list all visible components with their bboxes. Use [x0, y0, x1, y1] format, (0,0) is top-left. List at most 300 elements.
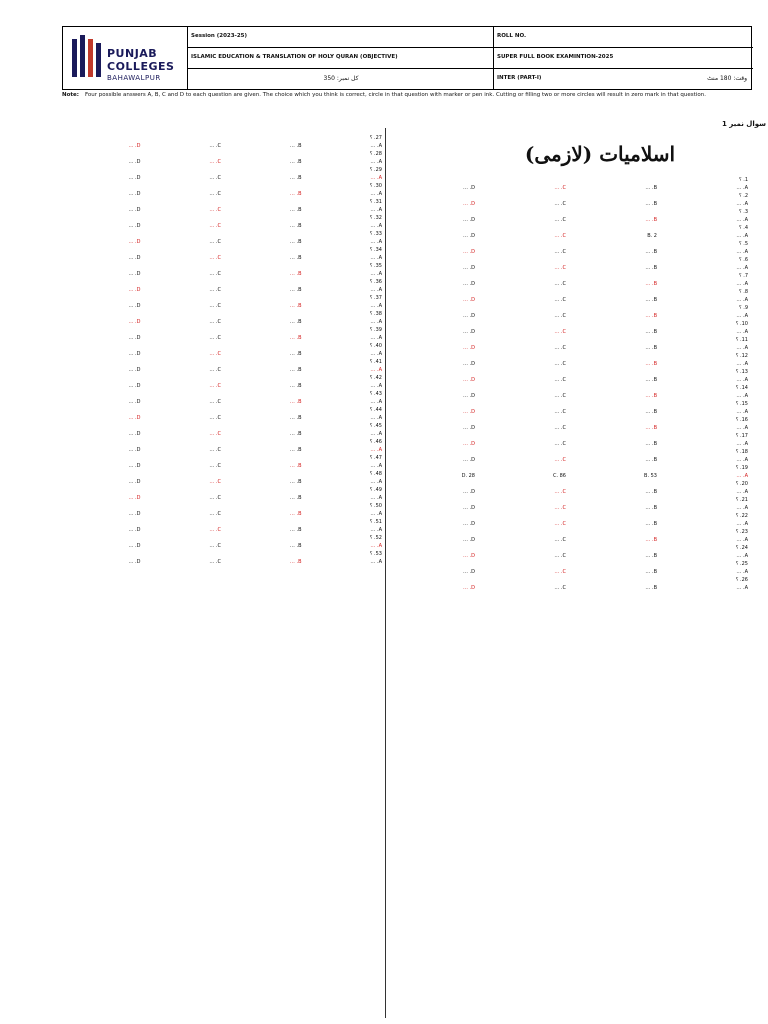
option-a[interactable]: A. …	[736, 297, 748, 303]
option-a[interactable]: A. …	[736, 457, 748, 463]
option-b[interactable]: B. …	[645, 585, 657, 591]
question-text: 12. ؟	[735, 353, 748, 359]
options-row	[384, 408, 748, 416]
option-b[interactable]: B. …	[289, 143, 302, 149]
question-text: 51. ؟	[369, 519, 382, 525]
option-d[interactable]: D. …	[128, 159, 141, 165]
option-c[interactable]: C. …	[209, 479, 221, 485]
option-c[interactable]: C. …	[209, 159, 221, 165]
option-c[interactable]: C. …	[554, 313, 566, 319]
option-c[interactable]: C. …	[209, 351, 221, 357]
option-d[interactable]: D. …	[462, 233, 475, 239]
option-c[interactable]: C. …	[554, 217, 566, 223]
option-b[interactable]: B. …	[645, 201, 657, 207]
option-d[interactable]: D. …	[462, 457, 475, 463]
option-d[interactable]: D. …	[462, 425, 475, 431]
question-text: 19. ؟	[735, 465, 748, 471]
option-a[interactable]: A. …	[736, 409, 748, 415]
options-row	[60, 206, 382, 214]
option-d[interactable]: D. …	[128, 303, 141, 309]
option-b[interactable]: B. …	[645, 505, 657, 511]
option-d[interactable]: D. …	[462, 249, 475, 255]
right-question-column	[452, 134, 748, 592]
option-d[interactable]: D. …	[128, 463, 141, 469]
options-row	[60, 526, 382, 534]
option-a[interactable]: A. …	[370, 399, 382, 405]
option-a[interactable]: A. …	[370, 495, 382, 501]
option-c[interactable]: C. …	[209, 463, 221, 469]
question-text: 21. ؟	[735, 497, 748, 503]
option-a[interactable]: A. …	[736, 185, 748, 191]
option-d[interactable]: D. …	[128, 447, 141, 453]
option-a[interactable]: A. …	[370, 319, 382, 325]
question-text: 26. ؟	[735, 577, 748, 583]
class-cell: INTER (PART-I)	[497, 75, 542, 81]
option-c[interactable]: C. …	[554, 329, 566, 335]
option-d[interactable]: D. …	[462, 537, 475, 543]
option-b[interactable]: B. …	[289, 335, 302, 341]
option-b[interactable]: B. …	[645, 521, 657, 527]
option-b[interactable]: B. …	[645, 185, 657, 191]
note-text: Four possible answers A, B, C and D to each question are given. The choice which you think is correct, circle in that question with marker or pen ink. Cutting or filling two or more circles will result in zero mark in that question.	[84, 92, 706, 98]
option-d[interactable]: D. …	[128, 559, 141, 565]
option-c[interactable]: C. …	[554, 345, 566, 351]
option-d[interactable]: D. …	[128, 175, 141, 181]
options-row	[60, 158, 382, 166]
options-row	[384, 344, 748, 352]
option-b[interactable]: B. …	[289, 351, 302, 357]
options-row	[60, 478, 382, 486]
options-row	[60, 222, 382, 230]
option-a[interactable]: A. …	[736, 217, 748, 223]
option-b[interactable]: B. …	[289, 463, 302, 469]
option-c[interactable]: C. …	[554, 585, 566, 591]
option-b[interactable]: B. …	[289, 415, 302, 421]
question-text: 43. ؟	[369, 391, 382, 397]
option-c[interactable]: C. …	[209, 527, 221, 533]
question-text: 33. ؟	[369, 231, 382, 237]
option-d[interactable]: D. …	[462, 201, 475, 207]
option-b[interactable]: B. …	[645, 537, 657, 543]
option-c[interactable]: C. …	[554, 361, 566, 367]
option-a[interactable]: A. …	[736, 233, 748, 239]
option-d[interactable]: D. …	[462, 553, 475, 559]
options-row	[60, 142, 382, 150]
option-c[interactable]: C. …	[209, 271, 221, 277]
option-a[interactable]: A. …	[736, 201, 748, 207]
option-a[interactable]: A. …	[370, 287, 382, 293]
option-d[interactable]: D. …	[462, 329, 475, 335]
option-b[interactable]: B. …	[289, 383, 302, 389]
options-row	[60, 446, 382, 454]
option-a[interactable]: A. …	[736, 585, 748, 591]
question-text: 41. ؟	[369, 359, 382, 365]
option-d[interactable]: D. …	[462, 505, 475, 511]
option-a[interactable]: A. …	[370, 207, 382, 213]
option-d[interactable]: D. …	[128, 143, 141, 149]
option-c[interactable]: C. …	[209, 239, 221, 245]
question-text: 27. ؟	[369, 135, 382, 141]
option-d[interactable]: D. …	[128, 207, 141, 213]
options-row	[384, 184, 748, 192]
left-question-column	[60, 134, 382, 566]
options-row	[384, 488, 748, 496]
option-d[interactable]: D. …	[128, 383, 141, 389]
option-b[interactable]: B. …	[645, 377, 657, 383]
question-text: 53. ؟	[369, 551, 382, 557]
option-a[interactable]: A. …	[736, 569, 748, 575]
question-text: 48. ؟	[369, 471, 382, 477]
option-d[interactable]: D. …	[128, 399, 141, 405]
option-a[interactable]: A. …	[370, 543, 382, 549]
option-d[interactable]: D. …	[128, 543, 141, 549]
option-d[interactable]: D. …	[128, 319, 141, 325]
option-b[interactable]: B. …	[645, 265, 657, 271]
option-d[interactable]: D. …	[128, 527, 141, 533]
option-b[interactable]: B. …	[289, 399, 302, 405]
options-row	[384, 312, 748, 320]
options-row	[384, 328, 748, 336]
option-b[interactable]: B. …	[645, 297, 657, 303]
option-c[interactable]: C. …	[554, 233, 566, 239]
options-row	[60, 254, 382, 262]
option-b[interactable]: B. …	[645, 457, 657, 463]
option-c[interactable]: C. …	[209, 191, 221, 197]
option-b[interactable]: B. …	[645, 281, 657, 287]
logo-line2: COLLEGES	[107, 60, 175, 73]
option-b[interactable]: B. …	[645, 569, 657, 575]
option-d[interactable]: D. …	[128, 287, 141, 293]
option-d[interactable]: D. …	[462, 345, 475, 351]
option-b[interactable]: B. …	[289, 543, 302, 549]
option-b[interactable]: B. …	[645, 249, 657, 255]
option-a[interactable]: A. …	[370, 415, 382, 421]
option-b[interactable]: B. …	[645, 361, 657, 367]
options-row	[384, 584, 748, 592]
options-row	[384, 536, 748, 544]
question-text: 31. ؟	[369, 199, 382, 205]
option-a[interactable]: A. …	[370, 367, 382, 373]
option-c[interactable]: C. …	[554, 409, 566, 415]
options-row	[60, 334, 382, 342]
option-d[interactable]: D. …	[462, 313, 475, 319]
option-c[interactable]: C. …	[554, 281, 566, 287]
option-a[interactable]: A. …	[370, 239, 382, 245]
option-b[interactable]: B. …	[645, 217, 657, 223]
option-a[interactable]: A. …	[736, 441, 748, 447]
option-c[interactable]: C. …	[554, 521, 566, 527]
option-d[interactable]: D. …	[462, 185, 475, 191]
question-text: 46. ؟	[369, 439, 382, 445]
option-c[interactable]: C. …	[554, 425, 566, 431]
option-b[interactable]: B. …	[289, 511, 302, 517]
question-text: 6. ؟	[738, 257, 748, 263]
option-a[interactable]: A. …	[370, 383, 382, 389]
question-text: 44. ؟	[369, 407, 382, 413]
option-d[interactable]: D. …	[128, 271, 141, 277]
options-row	[60, 270, 382, 278]
option-a[interactable]: A. …	[736, 265, 748, 271]
option-c[interactable]: C. …	[554, 489, 566, 495]
option-a[interactable]: A. …	[736, 329, 748, 335]
option-b[interactable]: B. …	[645, 313, 657, 319]
option-b[interactable]: B. …	[289, 527, 302, 533]
option-d[interactable]: D. …	[462, 265, 475, 271]
option-a[interactable]: A. …	[370, 255, 382, 261]
option-c[interactable]: C. …	[554, 249, 566, 255]
option-d[interactable]: D. …	[128, 255, 141, 261]
option-a[interactable]: A. …	[736, 361, 748, 367]
question-text: 20. ؟	[735, 481, 748, 487]
question-text: 25. ؟	[735, 561, 748, 567]
option-c[interactable]: C. …	[209, 367, 221, 373]
option-c[interactable]: C. …	[209, 319, 221, 325]
option-d[interactable]: D. …	[128, 431, 141, 437]
question-text: 16. ؟	[735, 417, 748, 423]
options-row	[60, 398, 382, 406]
option-c[interactable]: C. …	[554, 537, 566, 543]
option-b[interactable]: B. …	[289, 271, 302, 277]
option-a[interactable]: A. …	[736, 345, 748, 351]
question-text: 13. ؟	[735, 369, 748, 375]
option-c[interactable]: C. …	[209, 511, 221, 517]
option-a[interactable]: A. …	[736, 521, 748, 527]
options-row	[60, 494, 382, 502]
option-b[interactable]: B. …	[289, 495, 302, 501]
question-text: 1. ؟	[738, 177, 748, 183]
options-row	[60, 350, 382, 358]
option-a[interactable]: A. …	[736, 505, 748, 511]
option-c[interactable]: C. …	[554, 377, 566, 383]
option-d[interactable]: D. …	[462, 281, 475, 287]
option-a[interactable]: A. …	[736, 553, 748, 559]
option-c[interactable]: C. …	[209, 223, 221, 229]
option-c[interactable]: C. …	[209, 495, 221, 501]
option-d[interactable]: D. …	[462, 393, 475, 399]
option-b[interactable]: B. 53	[644, 473, 657, 479]
options-row	[60, 414, 382, 422]
option-c[interactable]: C. …	[209, 543, 221, 549]
options-row	[60, 190, 382, 198]
option-a[interactable]: A. …	[370, 527, 382, 533]
option-c[interactable]: C. …	[554, 201, 566, 207]
option-c[interactable]: C. …	[554, 505, 566, 511]
options-row	[384, 424, 748, 432]
option-c[interactable]: C. …	[554, 297, 566, 303]
option-b[interactable]: B. …	[289, 287, 302, 293]
options-row	[384, 440, 748, 448]
option-c[interactable]: C. …	[209, 431, 221, 437]
option-d[interactable]: D. …	[462, 569, 475, 575]
option-b[interactable]: B. …	[289, 191, 302, 197]
option-d[interactable]: D. …	[128, 335, 141, 341]
option-a[interactable]: A. …	[370, 335, 382, 341]
option-b[interactable]: B. …	[645, 329, 657, 335]
option-a[interactable]: A. …	[370, 303, 382, 309]
option-b[interactable]: B. …	[289, 479, 302, 485]
options-row	[60, 542, 382, 550]
option-a[interactable]: A. …	[370, 431, 382, 437]
question-text: 37. ؟	[369, 295, 382, 301]
option-a[interactable]: A. …	[370, 479, 382, 485]
option-b[interactable]: B. 2	[647, 233, 657, 239]
option-a[interactable]: A. …	[736, 425, 748, 431]
option-c[interactable]: C. …	[554, 265, 566, 271]
options-row	[384, 392, 748, 400]
option-c[interactable]: C. …	[209, 335, 221, 341]
option-c[interactable]: C. …	[209, 255, 221, 261]
option-a[interactable]: A. …	[736, 313, 748, 319]
option-c[interactable]: C. 86	[552, 473, 566, 479]
option-d[interactable]: D. …	[128, 191, 141, 197]
question-text: 40. ؟	[369, 343, 382, 349]
question-text: 35. ؟	[369, 263, 382, 269]
question-text: 52. ؟	[369, 535, 382, 541]
option-d[interactable]: D. …	[128, 495, 141, 501]
option-b[interactable]: B. …	[645, 409, 657, 415]
option-d[interactable]: D. …	[128, 239, 141, 245]
question-text: 49. ؟	[369, 487, 382, 493]
option-b[interactable]: B. …	[289, 255, 302, 261]
question-text: 45. ؟	[369, 423, 382, 429]
option-c[interactable]: C. …	[209, 175, 221, 181]
option-a[interactable]: A. …	[370, 223, 382, 229]
option-d[interactable]: D. …	[462, 489, 475, 495]
option-c[interactable]: C. …	[209, 143, 221, 149]
option-d[interactable]: D. …	[128, 367, 141, 373]
option-d[interactable]: D. …	[462, 217, 475, 223]
option-c[interactable]: C. …	[209, 383, 221, 389]
option-b[interactable]: B. …	[645, 345, 657, 351]
options-row	[60, 174, 382, 182]
options-row	[60, 510, 382, 518]
exam-header	[62, 26, 752, 90]
option-a[interactable]: A. …	[370, 143, 382, 149]
question-text: 7. ؟	[738, 273, 748, 279]
option-b[interactable]: B. …	[645, 553, 657, 559]
option-b[interactable]: B. …	[289, 431, 302, 437]
options-row	[60, 238, 382, 246]
option-a[interactable]: A. …	[736, 377, 748, 383]
option-c[interactable]: C. …	[209, 303, 221, 309]
option-b[interactable]: B. …	[289, 303, 302, 309]
total-marks: کل نمبر: 350	[323, 75, 359, 82]
option-b[interactable]: B. …	[289, 159, 302, 165]
options-row	[384, 264, 748, 272]
option-c[interactable]: C. …	[209, 399, 221, 405]
option-a[interactable]: A. …	[736, 281, 748, 287]
option-b[interactable]: B. …	[289, 207, 302, 213]
question-text: 8. ؟	[738, 289, 748, 295]
option-c[interactable]: C. …	[209, 447, 221, 453]
option-d[interactable]: D. …	[462, 409, 475, 415]
option-a[interactable]: A. …	[370, 271, 382, 277]
option-b[interactable]: B. …	[289, 175, 302, 181]
option-d[interactable]: D. …	[128, 479, 141, 485]
options-row	[384, 216, 748, 224]
options-row	[384, 520, 748, 528]
option-b[interactable]: B. …	[645, 425, 657, 431]
option-a[interactable]: A. …	[736, 489, 748, 495]
option-a[interactable]: A. …	[370, 511, 382, 517]
option-c[interactable]: C. …	[554, 393, 566, 399]
option-d[interactable]: D. …	[462, 585, 475, 591]
options-row	[60, 302, 382, 310]
option-a[interactable]: A. …	[370, 447, 382, 453]
option-a[interactable]: A. …	[736, 393, 748, 399]
option-b[interactable]: B. …	[289, 447, 302, 453]
option-c[interactable]: C. …	[209, 415, 221, 421]
option-b[interactable]: B. …	[289, 239, 302, 245]
option-b[interactable]: B. …	[289, 223, 302, 229]
option-d[interactable]: D. …	[462, 361, 475, 367]
option-b[interactable]: B. …	[645, 441, 657, 447]
option-c[interactable]: C. …	[209, 207, 221, 213]
option-d[interactable]: D. 28	[461, 473, 475, 479]
option-a[interactable]: A. …	[736, 537, 748, 543]
options-row	[384, 200, 748, 208]
option-c[interactable]: C. …	[554, 569, 566, 575]
option-c[interactable]: C. …	[554, 441, 566, 447]
option-b[interactable]: B. …	[289, 367, 302, 373]
option-c[interactable]: C. …	[554, 185, 566, 191]
question-text: 23. ؟	[735, 529, 748, 535]
option-a[interactable]: A. …	[370, 191, 382, 197]
option-c[interactable]: C. …	[209, 287, 221, 293]
options-row	[60, 366, 382, 374]
question-text: 3. ؟	[738, 209, 748, 215]
option-a[interactable]: A. …	[370, 351, 382, 357]
option-a[interactable]: A. …	[736, 249, 748, 255]
option-d[interactable]: D. …	[128, 351, 141, 357]
option-a[interactable]: A. …	[736, 473, 748, 479]
option-a[interactable]: A. …	[370, 175, 382, 181]
options-row	[384, 376, 748, 384]
option-a[interactable]: A. …	[370, 559, 382, 565]
option-d[interactable]: D. …	[462, 297, 475, 303]
question-text: 42. ؟	[369, 375, 382, 381]
option-d[interactable]: D. …	[462, 521, 475, 527]
option-a[interactable]: A. …	[370, 159, 382, 165]
question-text: 18. ؟	[735, 449, 748, 455]
options-row	[384, 360, 748, 368]
question-text: 30. ؟	[369, 183, 382, 189]
option-d[interactable]: D. …	[462, 377, 475, 383]
question-text: 2. ؟	[738, 193, 748, 199]
option-a[interactable]: A. …	[370, 463, 382, 469]
question-text: 34. ؟	[369, 247, 382, 253]
option-d[interactable]: D. …	[128, 511, 141, 517]
question-text: 29. ؟	[369, 167, 382, 173]
option-c[interactable]: C. …	[554, 457, 566, 463]
option-b[interactable]: B. …	[289, 559, 302, 565]
subject-title: اسلامیات (لازمی)	[524, 142, 676, 166]
option-b[interactable]: B. …	[645, 393, 657, 399]
option-d[interactable]: D. …	[128, 415, 141, 421]
logo-line3: BAHAWALPUR	[107, 74, 161, 82]
option-b[interactable]: B. …	[645, 489, 657, 495]
option-b[interactable]: B. …	[289, 319, 302, 325]
question-text: 47. ؟	[369, 455, 382, 461]
roll-number-field[interactable]: ROLL NO.	[497, 33, 527, 39]
options-row	[60, 318, 382, 326]
college-logo	[63, 27, 188, 89]
question-text: 17. ؟	[735, 433, 748, 439]
option-c[interactable]: C. …	[209, 559, 221, 565]
option-c[interactable]: C. …	[554, 553, 566, 559]
option-d[interactable]: D. …	[462, 441, 475, 447]
option-d[interactable]: D. …	[128, 223, 141, 229]
